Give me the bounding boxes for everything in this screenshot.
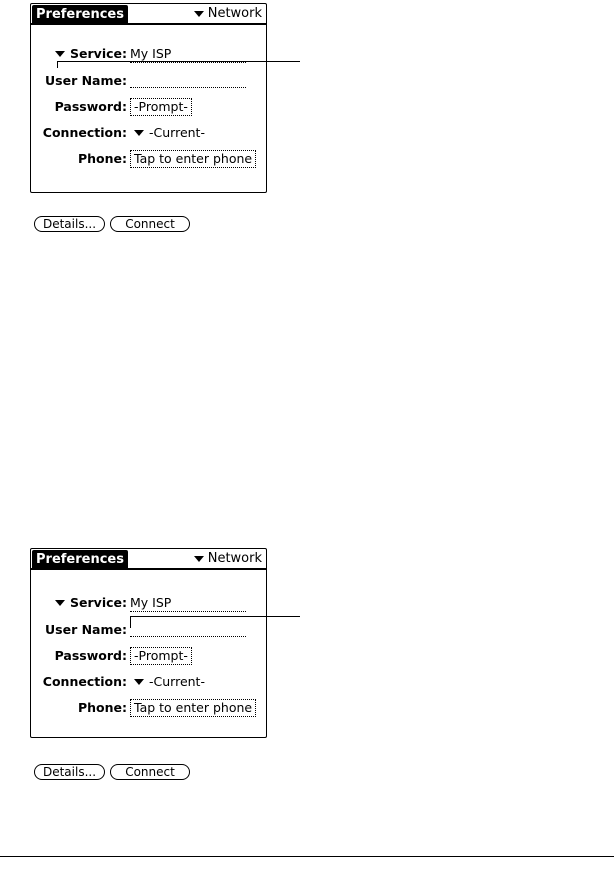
username-field[interactable]	[130, 73, 246, 88]
service-label: Service:	[70, 595, 127, 610]
callout-line-username-tick	[130, 616, 131, 628]
phone-field[interactable]: Tap to enter phone	[130, 699, 256, 717]
phone-label: Phone:	[77, 700, 127, 715]
phone-label: Phone:	[77, 151, 127, 166]
preferences-screen-1	[30, 3, 267, 231]
username-label: User Name:	[45, 622, 127, 637]
dropdown-arrow-icon	[134, 130, 144, 136]
details-button[interactable]: Details...	[34, 764, 105, 780]
connection-value: -Current-	[149, 125, 205, 140]
app-title: Preferences	[32, 5, 128, 24]
service-picker[interactable]	[17, 595, 127, 611]
title-divider	[31, 568, 266, 570]
dropdown-arrow-icon	[55, 600, 65, 606]
app-title: Preferences	[32, 550, 128, 569]
service-picker[interactable]	[17, 46, 127, 62]
service-value[interactable]: My ISP	[130, 46, 246, 63]
panel-picker-label: Network	[207, 551, 262, 566]
connection-label: Connection:	[42, 674, 127, 689]
callout-line-service	[57, 61, 300, 62]
dropdown-arrow-icon	[55, 51, 65, 57]
preferences-screen-2	[30, 548, 267, 779]
connect-button[interactable]: Connect	[110, 216, 190, 232]
title-bar	[31, 4, 266, 26]
connection-value: -Current-	[149, 674, 205, 689]
service-label: Service:	[70, 46, 127, 61]
connection-label: Connection:	[42, 125, 127, 140]
page-footer-rule	[0, 856, 614, 857]
callout-line-service-tick	[57, 61, 58, 68]
password-field[interactable]: -Prompt-	[130, 98, 192, 116]
username-field[interactable]	[130, 622, 246, 637]
connection-picker[interactable]	[134, 125, 205, 141]
password-label: Password:	[54, 648, 127, 663]
password-field[interactable]: -Prompt-	[130, 647, 192, 665]
phone-field[interactable]: Tap to enter phone	[130, 150, 256, 168]
connection-picker[interactable]	[134, 674, 205, 690]
connect-button[interactable]: Connect	[110, 764, 190, 780]
dropdown-arrow-icon	[194, 11, 204, 17]
callout-line-username	[130, 616, 300, 617]
password-label: Password:	[54, 99, 127, 114]
username-label: User Name:	[45, 73, 127, 88]
dropdown-arrow-icon	[134, 679, 144, 685]
service-value[interactable]: My ISP	[130, 595, 246, 612]
title-divider	[31, 23, 266, 25]
panel-picker[interactable]	[194, 6, 262, 22]
dropdown-arrow-icon	[194, 556, 204, 562]
panel-picker[interactable]	[194, 551, 262, 567]
panel-picker-label: Network	[207, 6, 262, 21]
details-button[interactable]: Details...	[34, 216, 105, 232]
title-bar	[31, 549, 266, 571]
